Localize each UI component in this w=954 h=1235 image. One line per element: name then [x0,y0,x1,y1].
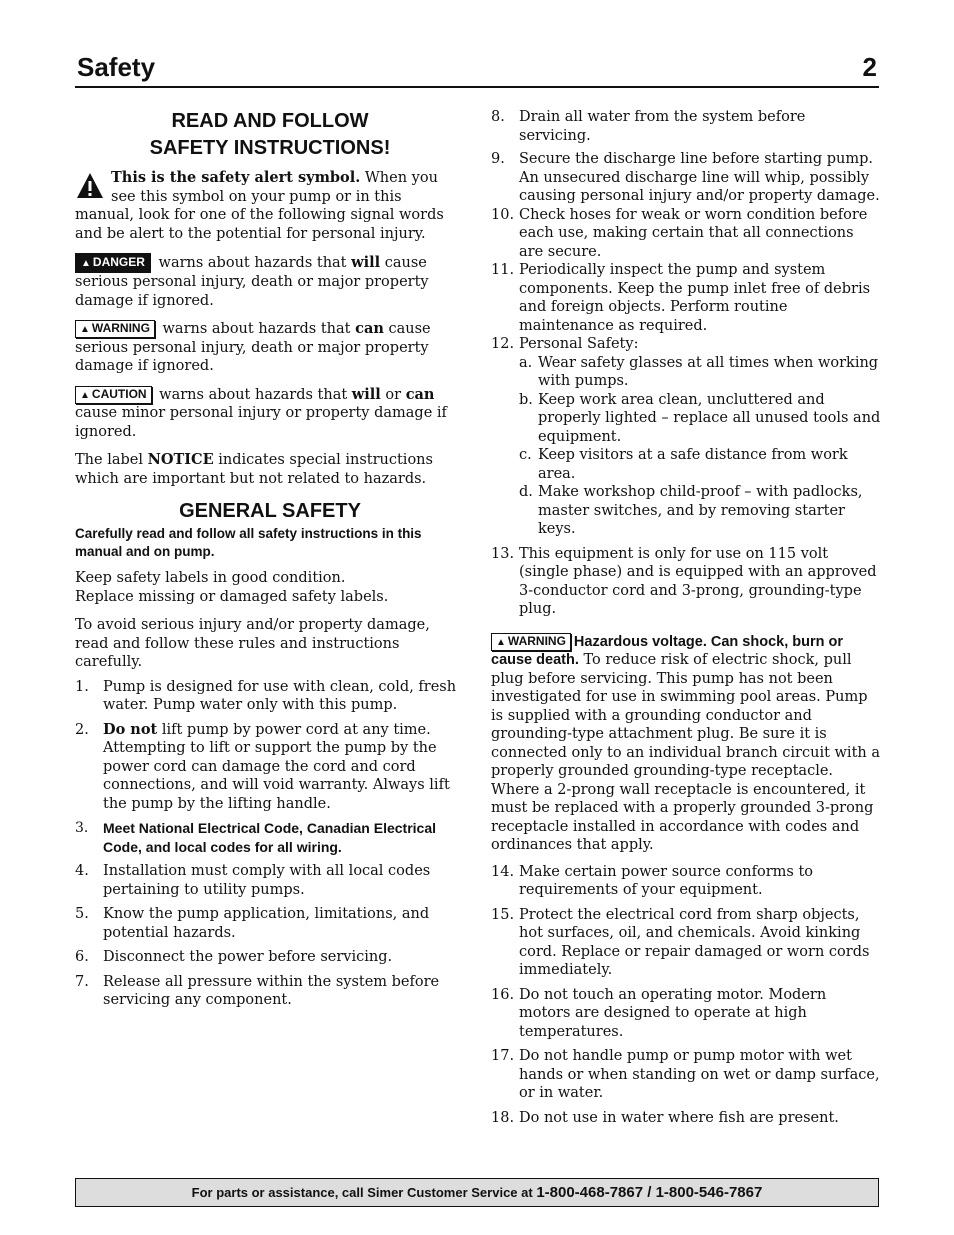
caution-text-3: cause minor personal injury or property damage if ignored. [75,405,447,440]
sub-list-item: a. Wear safety glasses at all times when working with pumps. [519,354,879,389]
caution-badge [75,386,152,404]
warning-triangle-icon: ▲ [80,389,90,401]
list-item: 6. Disconnect the power before servicing. [75,949,393,965]
footer-text: For parts or assistance, call Simer Customer Service at [191,1185,537,1200]
right-column [491,108,881,1133]
notice-bold: NOTICE [147,451,214,468]
avoid-paragraph: To avoid serious injury and/or property damage, read and follow these rules and instructions carefully. [75,617,430,670]
right-rules-list-a [491,108,881,539]
caution-bold-2: can [405,385,435,403]
notice-text-1: The label [75,452,148,468]
general-safety-heading: GENERAL SAFETY [179,500,361,522]
warning-triangle-icon: ▲ [81,258,91,269]
caution-bold-1: will [351,385,381,403]
list-item: 15. Protect the electrical cord from sharp objects, hot surfaces, oil, and chemicals. Avoid kinking cord. Replace or repair damaged or worn cords immediately. [491,906,870,978]
hazard-text: To reduce risk of electric shock, pull plug before servicing. This pump has not been investigated for use in swimming pool areas. Pump is supplied with a grounding conductor and grounding-type attachment plug. Be sure it is connected only to an individual branch circuit with a properly grounded grounding-type receptacle. Where a 2-prong wall receptacle is encountered, it must be replaced with a properly grounded 3-prong receptacle installed in accordance with codes and ordinances that apply. [491,652,880,853]
page-header [75,50,879,88]
list-item: 9. Secure the discharge line before starting pump. An unsecured discharge line will whip, possibly causing personal injury and/or property damage. [491,151,880,204]
safety-alert-icon [75,171,105,201]
heading-line-1: READ AND FOLLOW [171,110,369,132]
right-rules-list-13 [491,545,881,619]
heading-line-2: SAFETY INSTRUCTIONS! [149,137,391,159]
list-item: 11. Periodically inspect the pump and system components. Keep the pump inlet free of debris and foreign objects. Perform routine maintenance as required. [491,262,871,334]
list-item: 1. Pump is designed for use with clean, cold, fresh water. Pump water only with this pump. [75,678,457,713]
personal-safety-sublist [519,354,881,539]
list-item: 2. Do not lift pump by power cord at any time. Attempting to lift or support the pump by the power cord can damage the cord and cord connections, and will void warranty. Always lift the pump by the lifting handle. [75,720,450,812]
list-item: 17. Do not handle pump or pump motor with wet hands or when standing on wet or damp surface, or in water. [491,1048,880,1101]
list-item: 12. Personal Safety: a. Wear safety glasses at all times when working with pumps. b. Keep work area clean, uncluttered and properly lighted – replace all unused tools and equipment. c. Keep visitors at a safe distance from work area. d. Make workshop child-proof – with padlocks, master switches, and by removing starter keys. [491,336,881,537]
labels-line-2: Replace missing or damaged safety labels. [75,588,389,605]
list-item: 3. Meet National Electrical Code, Canadian Electrical Code, and local codes for all wiring. [75,820,436,855]
danger-label: DANGER [92,255,145,269]
general-bold-paragraph: Carefully read and follow all safety instructions in this manual and on pump. [75,526,422,559]
list-item: 8. Drain all water from the system before servicing. [491,109,806,144]
labels-line-1: Keep safety labels in good condition. [75,570,346,586]
hazard-bold: Hazardous voltage. Can shock, burn or cause death. [491,633,844,668]
list-item: 18. Do not use in water where fish are present. [491,1109,839,1126]
read-follow-heading [75,108,465,162]
list-item: 5. Know the pump application, limitations, and potential hazards. [75,906,430,941]
sub-list-item: d. Make workshop child-proof – with padlocks, master switches, and by removing starter keys. [519,484,863,537]
list-item: 13. This equipment is only for use on 115 volt (single phase) and is equipped with an approved 3-conductor cord and 3-prong, grounding-type plug. [491,545,877,617]
list-item: 14. Make certain power source conforms to requirements of your equipment. [491,863,814,898]
warning-text-2: cause serious personal injury, death or major property damage if ignored. [75,321,431,374]
page-title: Safety [77,52,156,82]
list-item: 4. Installation must comply with all local codes pertaining to utility pumps. [75,863,431,898]
left-rules-list [75,678,465,1010]
warning-label: WARNING [91,321,150,335]
labels-paragraph [75,569,465,606]
danger-text-1: warns about hazards that [153,255,352,271]
warning-triangle-icon: ▲ [80,324,90,335]
danger-paragraph [75,253,465,310]
notice-text-2: indicates special instructions which are important but not related to hazards. [75,452,433,487]
warning-triangle-icon: ▲ [496,636,506,648]
caution-label: CAUTION [91,386,147,401]
danger-text-2: cause serious personal injury, death or major property damage if ignored. [75,255,429,309]
warning-paragraph [75,320,465,376]
warning-label: WARNING [507,633,566,648]
warning-badge [75,320,155,338]
caution-text-2: or [380,386,406,403]
right-rules-list-b [491,863,881,1128]
page-number: 2 [862,52,877,82]
danger-bold: will [351,254,381,271]
list-item: 10. Check hoses for weak or worn condition before each use, making certain that all connections are secure. [491,206,868,260]
danger-badge [75,253,151,273]
list-item: 16. Do not touch an operating motor. Modern motors are designed to operate at high temperatures. [491,986,827,1040]
sub-list-item: c. Keep visitors at a safe distance from work area. [519,447,848,482]
caution-text-1: warns about hazards that [154,386,352,403]
list-item: 7. Release all pressure within the system before servicing any component. [75,973,440,1008]
warning-badge [491,633,571,651]
warning-text-1: warns about hazards that [157,321,356,337]
footer-contact-bar [75,1178,879,1207]
alert-bold: This is the safety alert symbol. [111,169,361,186]
warning-bold: can [355,320,384,337]
hazard-warning-paragraph [491,633,881,855]
alert-text: When you see this symbol on your pump or in this manual, look for one of the following signal words and be alert to the potential for personal injury. [75,170,444,242]
sub-list-item: b. Keep work area clean, uncluttered and properly lighted – replace all unused tools and equipment. [519,391,881,445]
left-column [75,108,465,1016]
safety-alert-paragraph [75,169,465,243]
caution-paragraph [75,386,465,442]
footer-phone: 1-800-468-7867 / 1-800-546-7867 [536,1184,763,1201]
notice-paragraph [75,451,465,488]
